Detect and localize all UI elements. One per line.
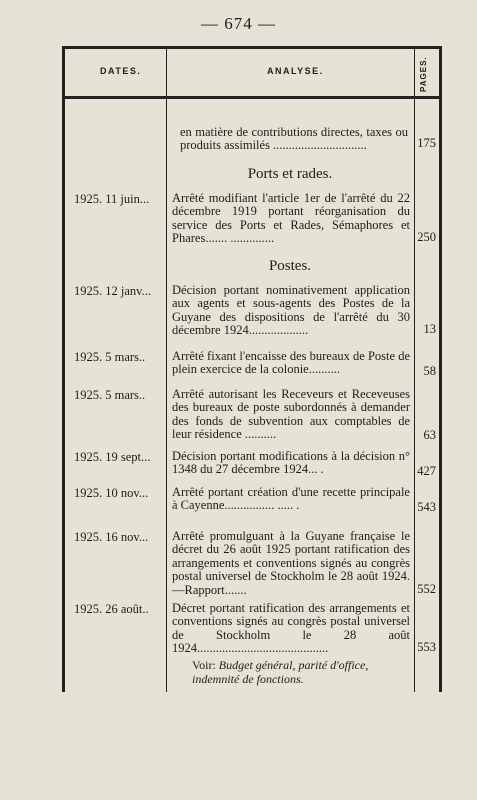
entry-text: Décision portant nominativement application aux agents et sous-agents des Postes de la Guyane des dispositions de l'arrêté du 30 décembre 1924................... [172, 283, 410, 338]
entry-page: 13 [423, 322, 436, 336]
entry-text: Arrêté portant création d'une recette principale à Cayenne................ ..... . [172, 485, 410, 513]
entry-page: 427 [417, 464, 436, 478]
entry-text: Décision portant modifications à la décision n° 1348 du 27 décembre 1924... . [172, 449, 410, 477]
entry-date: 1925. 19 sept... [74, 450, 151, 464]
note-prefix: Voir: [192, 658, 219, 672]
section-title-postes: Postes. [268, 258, 312, 274]
column-divider-dates [166, 46, 167, 692]
entry-page: 58 [423, 364, 436, 378]
header-pages: PAGES. [419, 56, 428, 92]
entry-date: 1925. 11 juin... [74, 192, 150, 206]
entry-date: 1925. 5 mars.. [74, 388, 146, 402]
table-right-border [439, 46, 442, 692]
index-table [62, 46, 442, 692]
entry-date: 1925. 26 août.. [74, 602, 149, 616]
entry-text: Décret portant ratification des arrangements et conventions signés au congrès postal universel de Stockholm le 28 août 1924.......................................... [172, 601, 410, 656]
entry-page: 543 [417, 500, 436, 514]
note-text: Budget général, parité d'office, indemnité de fonctions. [192, 658, 369, 686]
entry-page: 175 [417, 136, 436, 150]
entry-page: 63 [423, 428, 436, 442]
entry-text: Arrêté autorisant les Receveurs et Receveuses des bureaux de poste subordonnés à demander des fonds de subvention aux comptables de leur résidence .......... [172, 387, 410, 442]
table-top-rule [62, 46, 442, 49]
entry-page: 250 [417, 230, 436, 244]
header-analyse: ANALYSE. [267, 66, 324, 76]
entry-date: 1925. 10 nov... [74, 486, 149, 500]
see-also-note [192, 658, 412, 686]
entry-date: 1925. 16 nov... [74, 530, 149, 544]
entry-page: 553 [417, 640, 436, 654]
entry-page: 552 [417, 582, 436, 596]
page-number: — 674 — [201, 14, 276, 33]
entry-text: Arrêté modifiant l'article 1er de l'arrêté du 22 décembre 1919 portant réorganisation du service des Ports et Rades, Sémaphores et Phares....... .............. [172, 191, 410, 246]
table-left-border [62, 46, 65, 692]
entry-text: en matière de contributions directes, taxes ou produits assimilés .............................. [180, 125, 408, 153]
section-title-ports: Ports et rades. [247, 166, 333, 182]
entry-date: 1925. 12 janv... [74, 284, 151, 298]
header-dates: DATES. [100, 66, 142, 76]
header-rule [62, 96, 442, 99]
entry-date: 1925. 5 mars.. [74, 350, 146, 364]
entry-text: Arrêté promulguant à la Guyane française le décret du 26 août 1925 portant ratification des arrangements et conventions signés au congrès postal universel de Stockholm le 28 août 1924.—Rapport....... [172, 529, 410, 597]
entry-text: Arrêté fixant l'encaisse des bureaux de Poste de plein exercice de la colonie.......... [172, 349, 410, 377]
